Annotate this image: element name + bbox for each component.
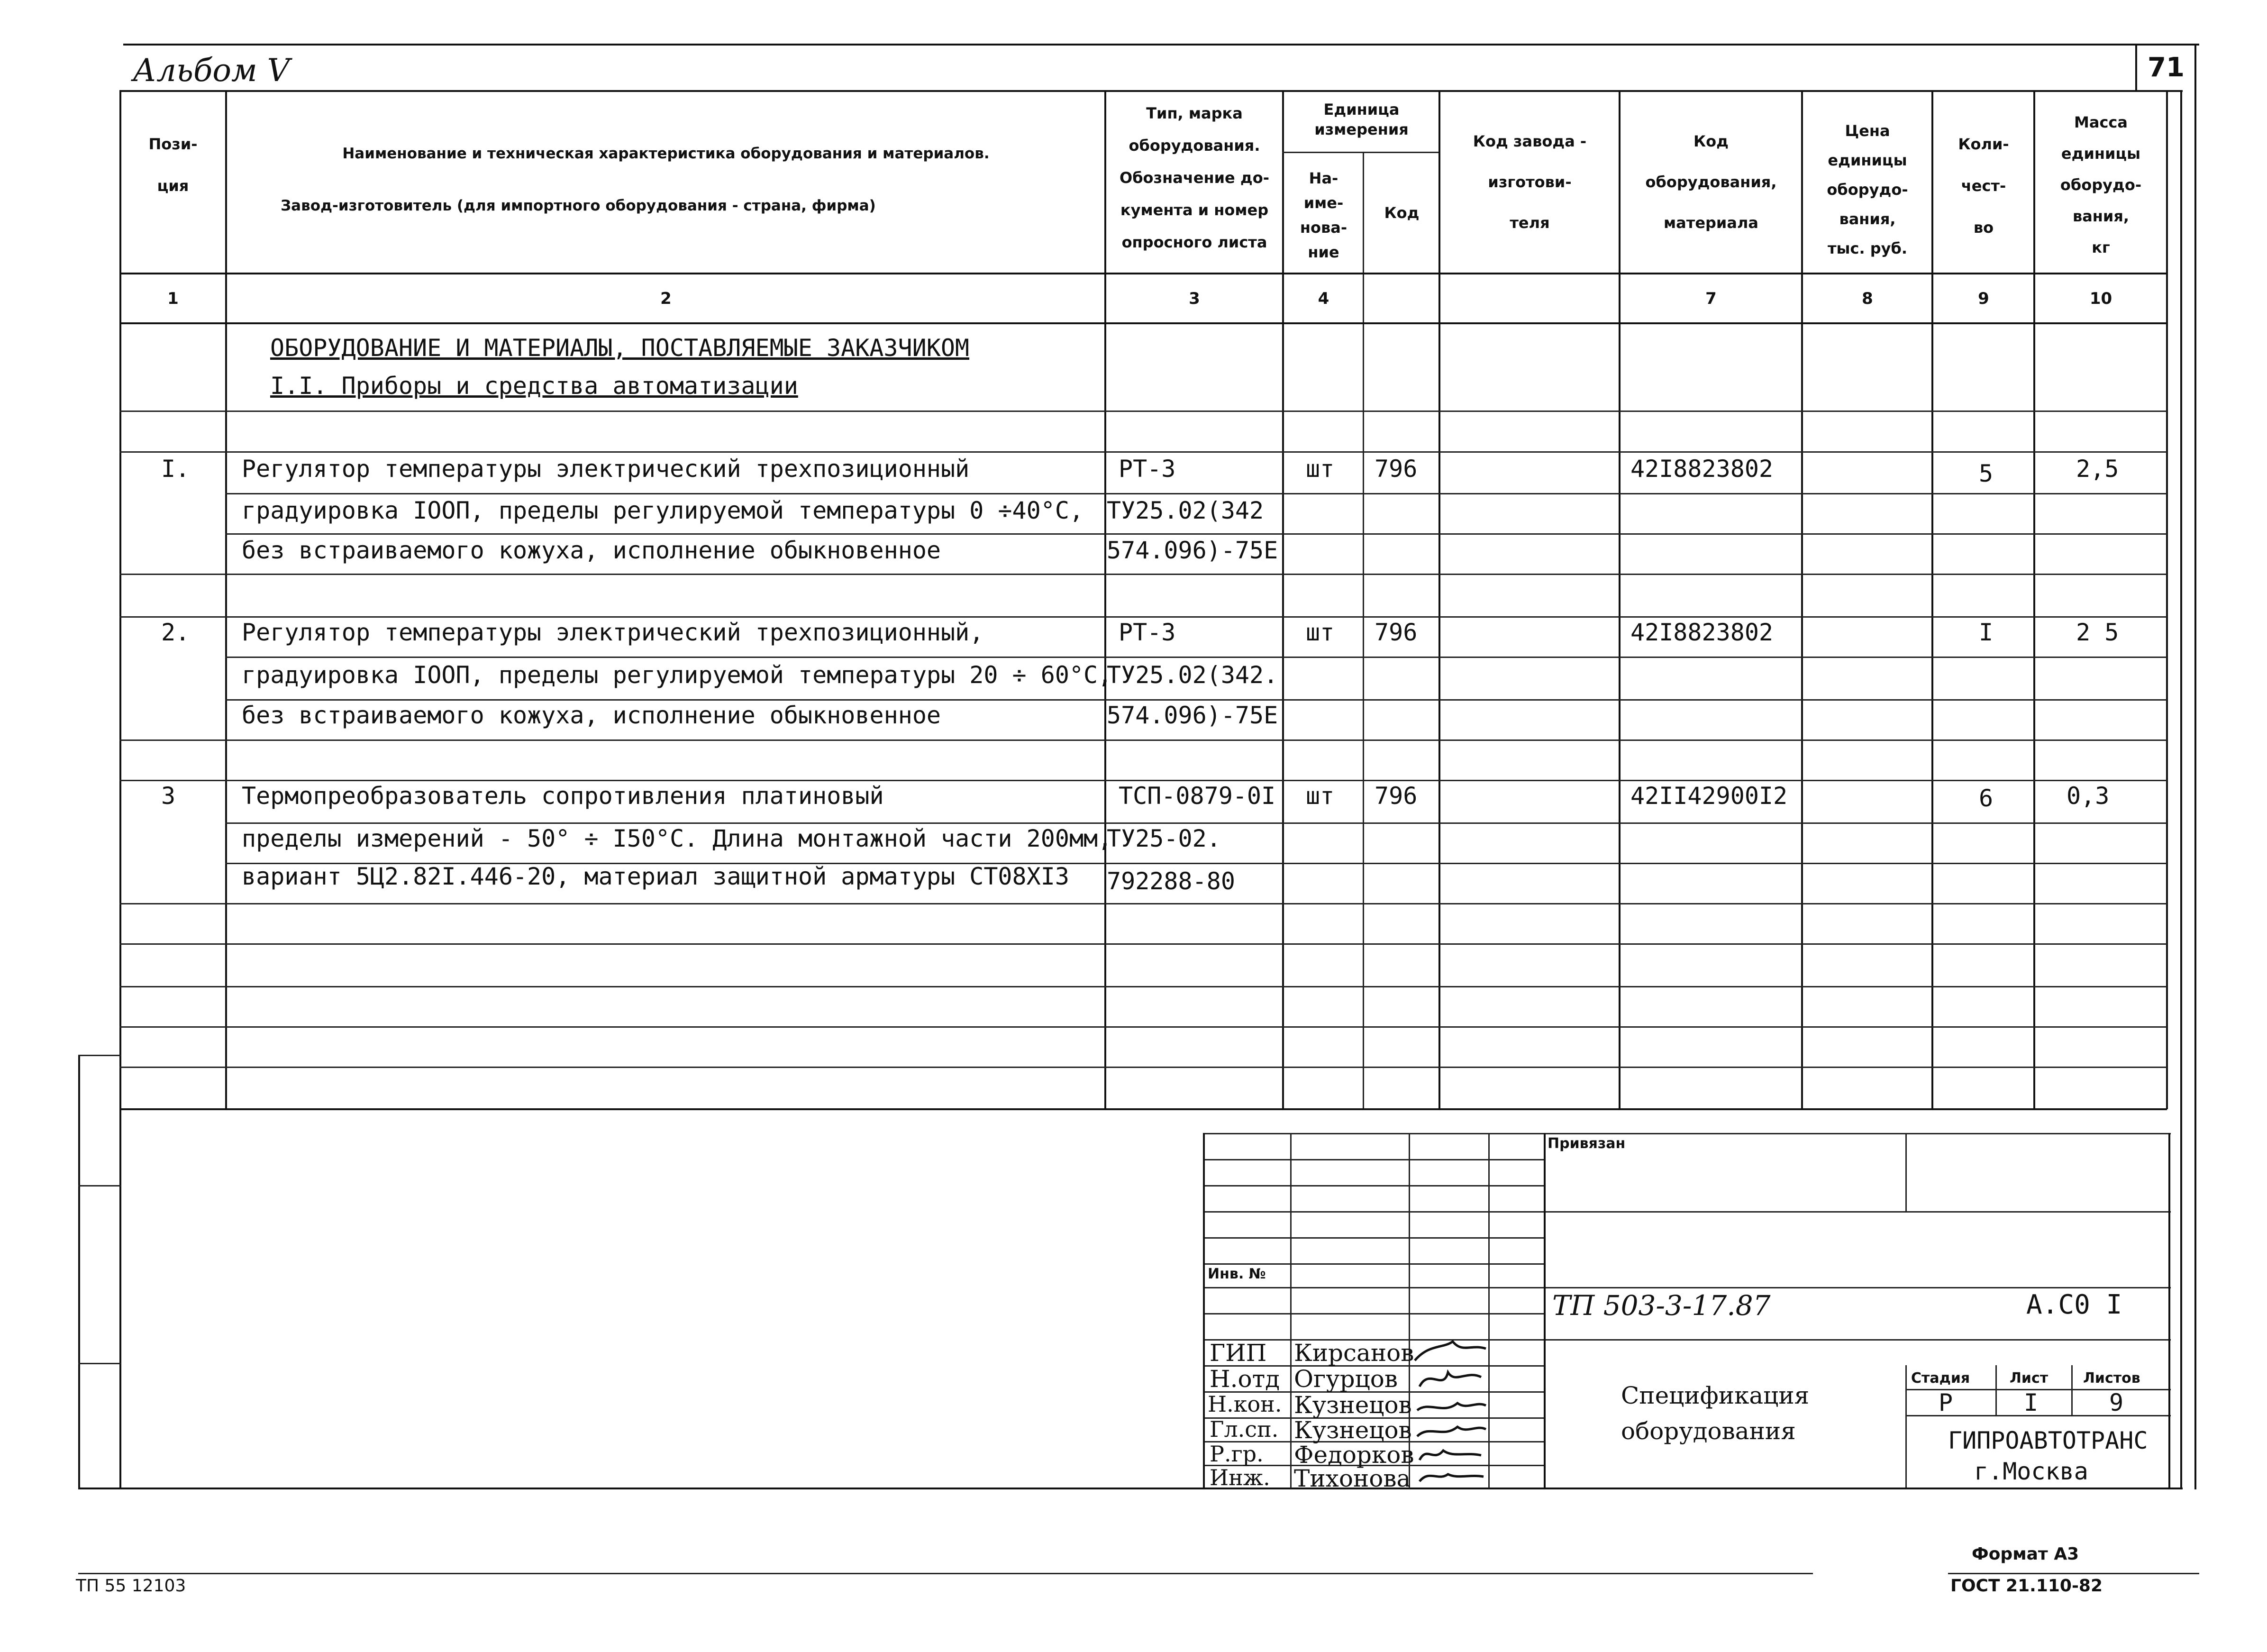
org-line2: г.Москва [1974,1458,2088,1485]
gost-label: ГОСТ 21.110-82 [1950,1576,2103,1596]
inv-label: Инв. № [1208,1266,1266,1282]
row-text-line: без встраиваемого кожуха, исполнение обыкновенное [242,537,941,564]
signature-tikhonova [1420,1474,1484,1481]
stamp-vline [1995,1365,1997,1415]
unit-group-divider [1282,152,1438,153]
row-line [225,533,2167,535]
row-type: ТУ25.02(342 [1107,497,1264,524]
row-type: РТ-3 [1119,455,1176,483]
row-text-line: градуировка IOOП, пределы регулируемой температуры 20 ÷ 60°С, [242,661,1112,689]
header-equipment-code: Код оборудования, материала [1645,132,1777,232]
row-unit: шт [1306,455,1335,483]
stage-value: Р [1939,1389,1953,1416]
row-type: ТУ25.02(342. [1107,661,1278,689]
stamp-line [1204,1211,2171,1213]
signature-kuznetsov-1 [1417,1403,1486,1410]
row-line [225,822,2167,824]
row-line [119,1026,2167,1028]
stage-label: Стадия [1911,1370,1970,1387]
sheets-label: Листов [2083,1370,2140,1387]
signatory-name: Огурцов [1294,1365,1398,1393]
stamp-line [1204,1133,2171,1134]
col-line-7 [1801,90,1803,1109]
row-line [225,657,2167,658]
row-text-line: Регулятор температуры электрический трехпозиционный [242,455,970,483]
colnum-8: 8 [1862,289,1873,308]
header-quantity: Коли- чест- во [1958,135,2009,237]
doc-title-line2: оборудования [1621,1417,1796,1445]
row-text-line: Термопреобразователь сопротивления платиновый [242,782,884,810]
row-type: ТСП-0879-0I [1119,782,1276,810]
page-number: 71 [2148,52,2185,83]
row-quantity: I [1979,619,1994,646]
signature-ogurtsov [1420,1372,1481,1387]
sheets-value: 9 [2109,1389,2124,1416]
stamp-vline [1905,1133,1907,1211]
row-line [119,780,2167,781]
stamp-vline [1905,1365,1907,1488]
row-line [119,903,2167,904]
row-line [119,451,2167,453]
sheet-code: А.С0 I [2026,1289,2122,1320]
stamp-line [1204,1287,2171,1288]
signatory-role: Гл.сп. [1210,1416,1279,1442]
signatory-name: Тихонова [1294,1465,1411,1492]
row-type: 792288-80 [1107,867,1235,895]
row-mass: 2 5 [2076,619,2119,646]
row-type: РТ-3 [1119,619,1176,646]
table-bottom-line [119,1108,2167,1110]
signatory-name: Кирсанов [1294,1339,1414,1367]
row-unit-code: 796 [1375,619,1418,646]
row-line [225,699,2167,701]
stamp-right-border [2168,1133,2170,1488]
colnum-7: 7 [1705,289,1717,308]
row-line [119,411,2167,412]
gost-underline [1948,1573,2199,1574]
doc-title-line1: Спецификация [1621,1382,1810,1409]
signatory-name: Федорков [1294,1441,1414,1469]
signature-marks [1410,1339,1543,1486]
signatory-role: Р.гр. [1210,1441,1264,1467]
row-unit: шт [1306,619,1335,646]
col-line-2 [1104,90,1106,1109]
row-quantity: 6 [1979,785,1994,812]
row-line [119,1067,2167,1068]
header-unit-code: Код [1384,204,1420,222]
row-equipment-code: 42I8823802 [1630,455,1774,483]
page-num-box-left [2135,44,2137,91]
colnum-1: 1 [167,289,179,308]
section-title: ОБОРУДОВАНИЕ И МАТЕРИАЛЫ, ПОСТАВЛЯЕМЫЕ ЗАКАЗЧИКОМ [270,334,970,362]
attached-label: Привязан [1548,1135,1626,1152]
outer-right-border [2180,90,2182,1488]
colnum-9: 9 [1978,289,1989,308]
row-equipment-code: 42I8823802 [1630,619,1774,646]
format-label: Формат А3 [1972,1544,2079,1564]
page-num-box-right [2194,44,2196,1489]
colnum-2: 2 [660,289,672,308]
binding-strip-line-1 [78,1055,121,1056]
row-line [119,943,2167,945]
row-text-line: вариант 5Ц2.82I.446-20, материал защитной арматуры СТ08ХI3 [242,863,1069,890]
header-factory-code: Код завода - изготови- теля [1473,132,1587,232]
signatory-role: ГИП [1210,1339,1267,1367]
sheet-label: Лист [2010,1370,2048,1387]
signatory-role: Н.кон. [1208,1391,1282,1417]
row-quantity: 5 [1979,460,1994,487]
colnum-4: 4 [1318,289,1329,308]
col-line-9 [2033,90,2035,1109]
signatory-name: Кузнецов [1294,1416,1412,1444]
stamp-vline [1203,1133,1205,1488]
bottom-left-underline [78,1573,1813,1574]
header-name-line2: Завод-изготовитель (для импортного оборудования - страна, фирма) [281,197,876,214]
subsection-title: I.I. Приборы и средства автоматизации [270,372,798,400]
col-line-6 [1619,90,1621,1109]
row-position: I. [161,455,190,483]
row-line [119,574,2167,575]
row-text-line: пределы измерений - 50° ÷ I50°С. Длина монтажной части 200мм, [242,825,1112,852]
top-border [123,44,2199,46]
header-name-line1: Наименование и техническая характеристика оборудования и материалов. [342,145,990,162]
stamp-vline [2071,1365,2073,1415]
row-line [225,493,2167,494]
row-equipment-code: 42II42900I2 [1630,782,1788,810]
stamp-line [1204,1313,1545,1314]
bottom-left-code: ТП 55 12103 [76,1576,186,1596]
org-line1: ГИПРОАВТОТРАНС [1948,1427,2148,1454]
stamp-line [1204,1185,1545,1187]
stamp-vline [1544,1133,1546,1488]
header-unit-name: На- име- нова- ние [1300,169,1347,261]
binding-strip-line-3 [78,1363,121,1364]
header-mass: Масса единицы оборудо- вания, кг [2060,113,2142,256]
row-position: 2. [161,619,190,646]
binding-strip-left [78,1055,80,1488]
signature-kuznetsov-2 [1417,1427,1486,1436]
row-position: 3 [161,782,176,810]
col-line-4 [1363,152,1364,1109]
colnum-3: 3 [1189,289,1200,308]
col-line-3 [1282,90,1284,1109]
sheet-value: I [2024,1389,2039,1416]
header-bottom-line [121,90,2183,92]
row-line [119,616,2167,618]
row-text-line: Регулятор температуры электрический трехпозиционный, [242,619,984,646]
signatory-role: Н.отд [1210,1365,1280,1393]
stamp-line [1204,1237,1545,1239]
col-line-1 [225,90,227,1109]
album-label: Альбом Ⅴ [133,52,290,89]
doc-code: ТП 503-3-17.87 [1552,1289,1771,1322]
colnum-divider [119,322,2167,324]
header-position: Пози- ция [148,135,198,195]
col-line-8 [1931,90,1933,1109]
signature-fedorkov [1420,1451,1481,1460]
row-mass: 0,3 [2067,782,2110,810]
row-unit-code: 796 [1375,782,1418,810]
row-unit: шт [1306,782,1335,810]
stamp-line [1204,1159,1545,1160]
signatory-name: Кузнецов [1294,1391,1412,1419]
header-unit-group: Единица измерения [1314,100,1409,138]
stamp-line [1204,1263,1545,1265]
header-price: Цена единицы оборудо- вания, тыс. руб. [1827,122,1908,257]
signatory-role: Инж. [1210,1465,1270,1490]
col-line-5 [1438,90,1440,1109]
colnum-10: 10 [2089,289,2112,308]
row-type: ТУ25-02. [1107,825,1221,852]
outer-bottom-border [78,1488,2183,1489]
binding-strip-line-2 [78,1185,121,1187]
row-type: 574.096)-75Е [1107,537,1278,564]
row-line [119,986,2167,987]
signature-kirsanov [1415,1342,1486,1360]
row-mass: 2,5 [2076,455,2119,483]
row-text-line: без встраиваемого кожуха, исполнение обыкновенное [242,702,941,729]
row-line [119,739,2167,741]
row-text-line: градуировка IOOП, пределы регулируемой температуры 0 ÷40°С, [242,497,1084,524]
stamp-vline [1290,1133,1292,1488]
header-type: Тип, марка оборудования. Обозначение до- кумента и номер опросного листа [1120,104,1269,251]
col-line-10 [2166,90,2168,1109]
row-type: 574.096)-75Е [1107,702,1278,729]
header-divider [119,273,2167,274]
row-unit-code: 796 [1375,455,1418,483]
